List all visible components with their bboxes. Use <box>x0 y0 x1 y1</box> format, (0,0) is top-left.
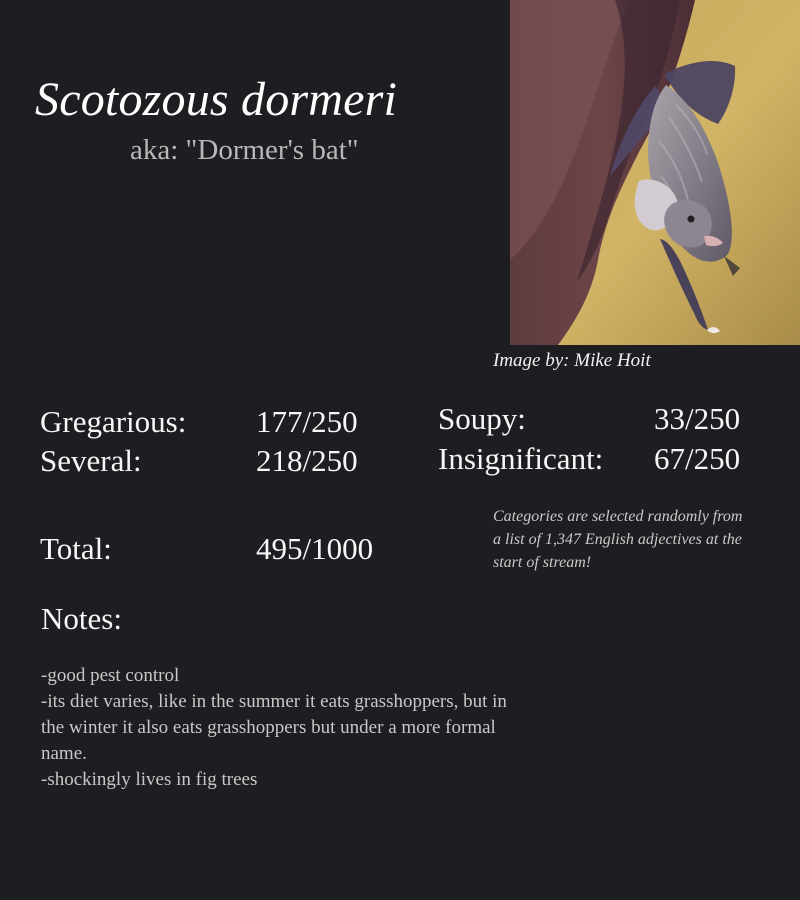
insignificant-value: 67/250 <box>654 441 741 476</box>
species-common-name: aka: "Dormer's bat" <box>130 134 359 166</box>
note-line: -shockingly lives in fig trees <box>41 769 258 790</box>
bat-photo <box>510 0 800 345</box>
note-line: -good pest control <box>41 665 180 686</box>
gregarious-value: 177/250 <box>256 404 358 439</box>
several-value: 218/250 <box>256 443 358 478</box>
insignificant-label: Insignificant: <box>438 441 604 476</box>
species-scientific-name: Scotozous dormeri <box>35 73 398 126</box>
gregarious-label: Gregarious: <box>40 404 187 439</box>
total-label: Total: <box>40 531 112 566</box>
total-value: 495/1000 <box>256 531 374 566</box>
notes-list <box>41 663 511 793</box>
soupy-label: Soupy: <box>438 401 526 436</box>
soupy-value: 33/250 <box>654 401 741 436</box>
notes-heading: Notes: <box>41 601 122 636</box>
categories-note: Categories are selected randomly from a list of 1,347 English adjectives at the start of stream! <box>493 508 743 571</box>
note-line: -its diet varies, like in the summer it eats grasshoppers, but in the winter it also eats grasshoppers but under a more formal name. <box>41 691 507 764</box>
image-credit: Image by: Mike Hoit <box>493 350 651 371</box>
several-label: Several: <box>40 443 142 478</box>
